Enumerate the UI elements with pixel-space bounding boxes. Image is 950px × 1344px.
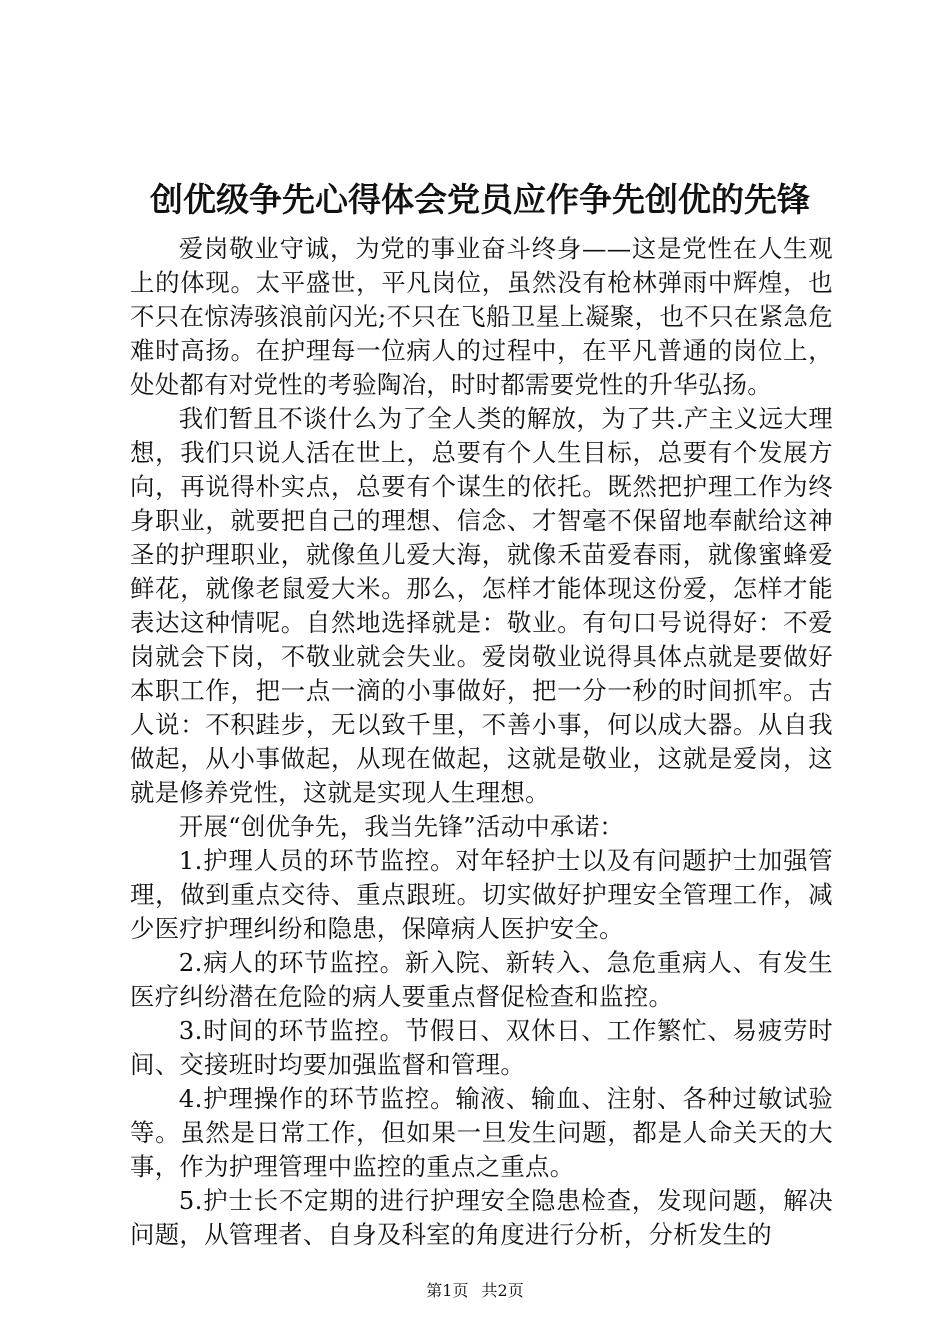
pledge-item-2: 2.病人的环节监控。新入院、新转入、急危重病人、有发生医疗纠纷潜在危险的病人要重点督促检查和监控。 [130, 948, 833, 1011]
paragraph-2: 我们暂且不谈什么为了全人类的解放，为了共.产主义远大理想，我们只说人活在世上，总要有个人生目标，总要有个发展方向，再说得朴实点，总要有个谋生的依托。既然把护理工作为终身职业，就要把自己的理想、信念、才智毫不保留地奉献给这神圣的护理职业，就像鱼儿爱大海，就像禾苗爱春雨，就像蜜蜂爱鲜花，就像老鼠爱大米。那么，怎样才能体现这份爱，怎样才能表达这种情呢。自然地选择就是：敬业。有句口号说得好：不爱岗就会下岗，不敬业就会失业。爱岗敬业说得具体点就是要做好本职工作，把一点一滴的小事做好，把一分一秒的时间抓牢。古人说：不积跬步，无以致千里，不善小事，何以成大器。从自我做起，从小事做起，从现在做起，这就是敬业，这就是爱岗，这就是修养党性，这就是实现人生理想。 [130, 404, 833, 807]
pledge-item-4: 4.护理操作的环节监控。输液、输血、注射、各种过敏试验等。虽然是日常工作，但如果一旦发生问题，都是人命关天的大事，作为护理管理中监控的重点之重点。 [130, 1084, 833, 1181]
paragraph-1: 爱岗敬业守诚，为党的事业奋斗终身——这是党性在人生观上的体现。太平盛世，平凡岗位，虽然没有枪林弹雨中辉煌，也不只在惊涛骇浪前闪光;不只在飞船卫星上凝聚，也不只在紧急危难时高扬。在护理每一位病人的过程中，在平凡普通的岗位上，处处都有对党性的考验陶冶，时时都需要党性的升华弘扬。 [130, 234, 833, 399]
document-body [130, 232, 833, 1252]
pledge-item-5: 5.护士长不定期的进行护理安全隐患检查，发现问题，解决问题，从管理者、自身及科室的角度进行分析，分析发生的 [130, 1186, 833, 1249]
paragraph-pledge-intro: 开展“创优争先，我当先锋”活动中承诺： [178, 812, 625, 841]
page-footer [0, 1280, 950, 1302]
page-number: 第1页 [426, 1281, 469, 1300]
pledge-item-1: 1.护理人员的环节监控。对年轻护士以及有问题护士加强管理，做到重点交待、重点跟班。切实做好护理安全管理工作，减少医疗护理纠纷和隐患，保障病人医护安全。 [130, 846, 833, 943]
document-title: 创优级争先心得体会党员应作争先创优的先锋 [150, 180, 810, 219]
pledge-item-3: 3.时间的环节监控。节假日、双休日、工作繁忙、易疲劳时间、交接班时均要加强监督和管理。 [130, 1016, 833, 1079]
page-total: 共2页 [481, 1281, 524, 1300]
